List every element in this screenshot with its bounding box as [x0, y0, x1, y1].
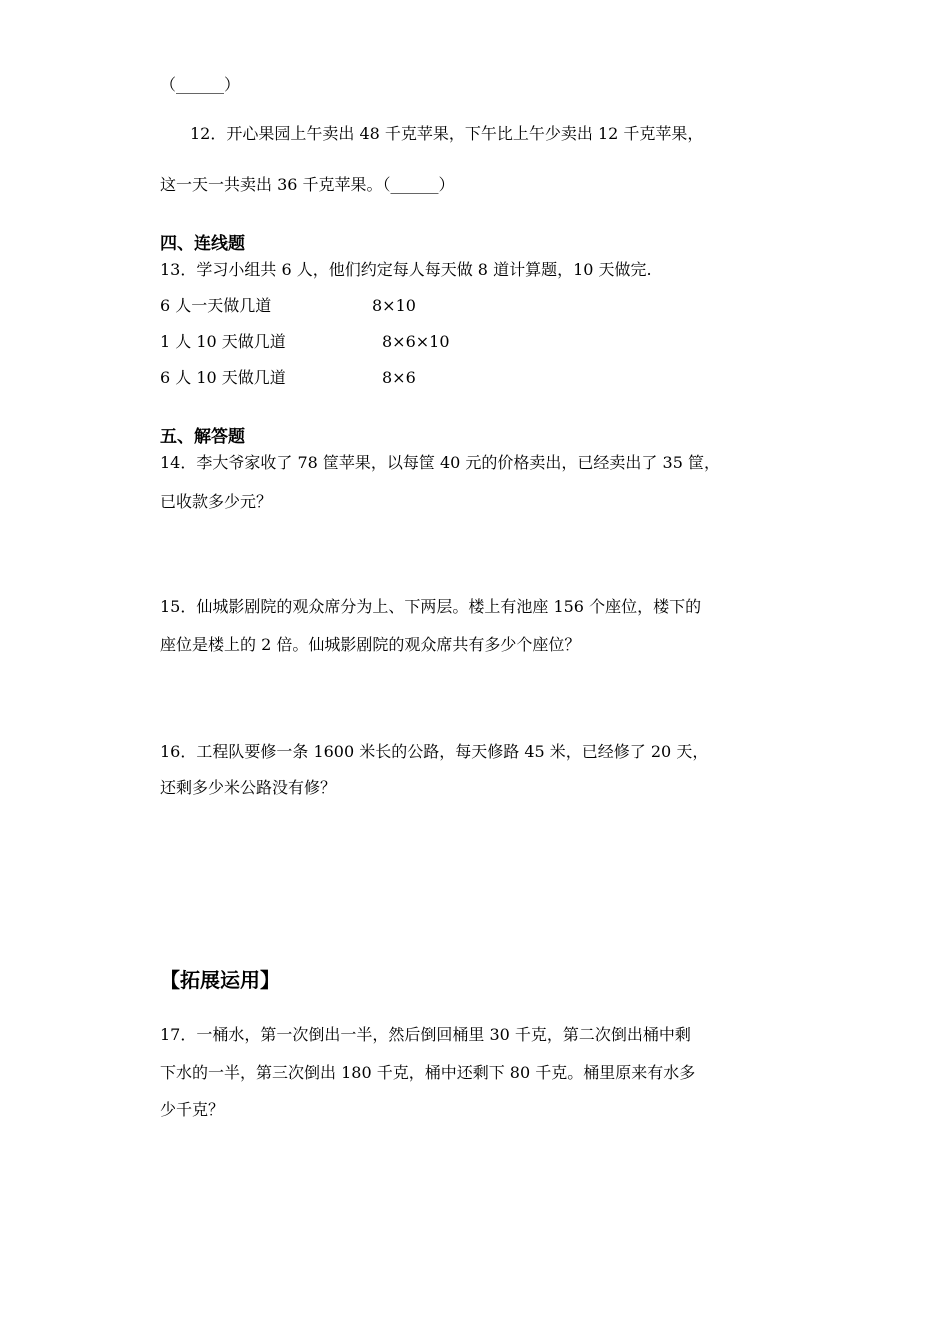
match-right-1: 8×10: [372, 296, 416, 315]
match-right-2: 8×6×10: [382, 332, 450, 351]
section-4-heading: 四、连线题: [160, 234, 245, 254]
question-17-line-3: 少千克？: [160, 1100, 225, 1119]
question-17-line-1: 17．一桶水，第一次倒出一半，然后倒回桶里 30 千克，第二次倒出桶中剩: [160, 1025, 691, 1044]
answer-blank-11: （______）: [160, 75, 241, 94]
question-12-line-1: 12．开心果园上午卖出 48 千克苹果，下午比上午少卖出 12 千克苹果，: [190, 124, 704, 143]
question-15-line-1: 15．仙城影剧院的观众席分为上、下两层。楼上有池座 156 个座位，楼下的: [160, 597, 702, 616]
question-13: 13．学习小组共 6 人，他们约定每人每天做 8 道计算题，10 天做完.: [160, 260, 652, 279]
question-17-line-2: 下水的一半，第三次倒出 180 千克，桶中还剩下 80 千克。桶里原来有水多: [160, 1063, 696, 1082]
question-14-line-1: 14．李大爷家收了 78 筐苹果，以每筐 40 元的价格卖出，已经卖出了 35 筐，: [160, 453, 720, 472]
question-12-line-2: 这一天一共卖出 36 千克苹果。（______）: [160, 175, 455, 194]
match-left-2: 1 人 10 天做几道: [160, 332, 286, 351]
question-15-line-2: 座位是楼上的 2 倍。仙城影剧院的观众席共有多少个座位？: [160, 635, 581, 654]
match-left-3: 6 人 10 天做几道: [160, 368, 286, 387]
section-5-heading: 五、解答题: [160, 427, 245, 447]
match-left-1: 6 人一天做几道: [160, 296, 272, 315]
question-14-line-2: 已收款多少元？: [160, 492, 273, 511]
question-16-line-2: 还剩多少米公路没有修？: [160, 778, 337, 797]
match-right-3: 8×6: [382, 368, 416, 387]
extension-heading: 【拓展运用】: [160, 968, 280, 992]
question-16-line-1: 16．工程队要修一条 1600 米长的公路，每天修路 45 米，已经修了 20 天，: [160, 742, 709, 761]
